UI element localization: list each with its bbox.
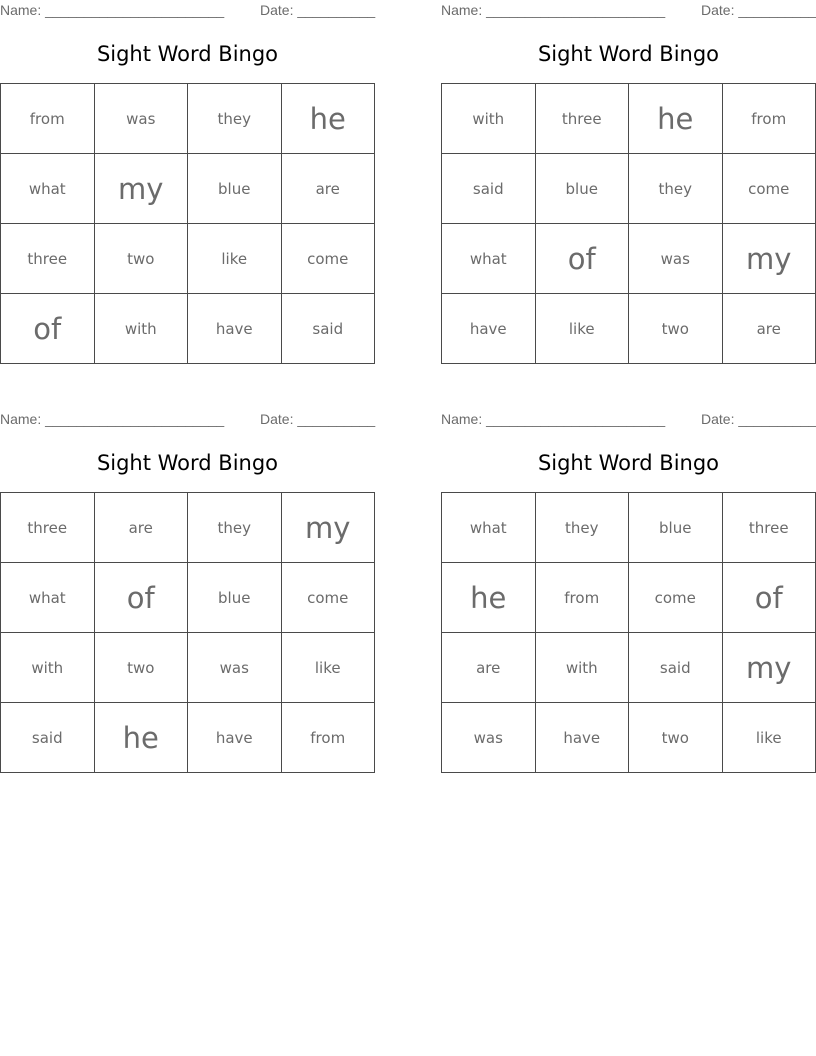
bingo-cell: blue — [188, 154, 282, 224]
bingo-cell: what — [442, 493, 536, 563]
grid-row — [1, 633, 375, 703]
bingo-cell: was — [188, 633, 282, 703]
bingo-cell: said — [629, 633, 723, 703]
bingo-cell: with — [1, 633, 95, 703]
bingo-grid — [0, 83, 375, 364]
name-field[interactable]: Name: _______________________ — [441, 2, 666, 18]
grid-row — [442, 563, 816, 633]
bingo-cell: have — [442, 294, 536, 364]
grid-row — [1, 154, 375, 224]
bingo-cell: what — [442, 224, 536, 294]
bingo-cell: like — [722, 703, 816, 773]
bingo-cell: they — [188, 493, 282, 563]
name-field[interactable]: Name: _______________________ — [0, 411, 225, 427]
card-title: Sight Word Bingo — [96, 451, 279, 475]
bingo-cell: of — [94, 563, 188, 633]
grid-row — [442, 84, 816, 154]
bingo-cell: have — [188, 294, 282, 364]
bingo-cell: of — [535, 224, 629, 294]
bingo-cell: blue — [535, 154, 629, 224]
name-field[interactable]: Name: _______________________ — [441, 411, 666, 427]
date-field[interactable]: Date: __________ — [260, 2, 376, 18]
bingo-cell: my — [281, 493, 375, 563]
bingo-card-2 — [441, 0, 816, 365]
grid-row — [442, 493, 816, 563]
bingo-cell: with — [535, 633, 629, 703]
bingo-cell: he — [281, 84, 375, 154]
bingo-cell: are — [442, 633, 536, 703]
bingo-cell: two — [629, 294, 723, 364]
bingo-cell: like — [188, 224, 282, 294]
bingo-cell: of — [722, 563, 816, 633]
card-title: Sight Word Bingo — [96, 42, 279, 66]
bingo-cell: three — [1, 224, 95, 294]
bingo-cell: from — [535, 563, 629, 633]
bingo-card-4 — [441, 409, 816, 774]
bingo-cell: my — [94, 154, 188, 224]
bingo-cell: like — [535, 294, 629, 364]
date-field[interactable]: Date: __________ — [701, 2, 816, 18]
bingo-cell: he — [94, 703, 188, 773]
bingo-cell: two — [94, 633, 188, 703]
grid-row — [442, 154, 816, 224]
bingo-cell: my — [722, 633, 816, 703]
bingo-card-3 — [0, 409, 375, 774]
bingo-cell: they — [629, 154, 723, 224]
name-field[interactable]: Name: _______________________ — [0, 2, 225, 18]
grid-row — [442, 633, 816, 703]
grid-row — [1, 84, 375, 154]
bingo-cell: come — [281, 224, 375, 294]
bingo-cell: like — [281, 633, 375, 703]
grid-row — [1, 224, 375, 294]
bingo-cell: was — [629, 224, 723, 294]
bingo-cell: they — [535, 493, 629, 563]
bingo-cell: of — [1, 294, 95, 364]
bingo-cell: are — [94, 493, 188, 563]
bingo-card-1 — [0, 0, 375, 365]
bingo-cell: he — [442, 563, 536, 633]
bingo-cell: come — [722, 154, 816, 224]
bingo-cell: come — [629, 563, 723, 633]
grid-row — [1, 294, 375, 364]
date-field[interactable]: Date: __________ — [260, 411, 376, 427]
bingo-cell: three — [535, 84, 629, 154]
card-title: Sight Word Bingo — [537, 42, 720, 66]
bingo-cell: blue — [188, 563, 282, 633]
bingo-cell: they — [188, 84, 282, 154]
grid-row — [442, 224, 816, 294]
bingo-cell: from — [722, 84, 816, 154]
bingo-cell: two — [94, 224, 188, 294]
bingo-cell: my — [722, 224, 816, 294]
bingo-cell: what — [1, 154, 95, 224]
bingo-cell: he — [629, 84, 723, 154]
card-title: Sight Word Bingo — [537, 451, 720, 475]
bingo-grid — [441, 492, 816, 773]
bingo-cell: said — [281, 294, 375, 364]
bingo-cell: have — [535, 703, 629, 773]
bingo-cell: was — [442, 703, 536, 773]
bingo-cell: two — [629, 703, 723, 773]
bingo-cell: from — [1, 84, 95, 154]
bingo-cell: are — [722, 294, 816, 364]
bingo-cell: what — [1, 563, 95, 633]
bingo-cell: three — [722, 493, 816, 563]
grid-row — [1, 563, 375, 633]
grid-row — [1, 703, 375, 773]
bingo-grid — [0, 492, 375, 773]
bingo-cell: said — [442, 154, 536, 224]
bingo-cell: with — [442, 84, 536, 154]
bingo-cell: said — [1, 703, 95, 773]
bingo-cell: from — [281, 703, 375, 773]
grid-row — [442, 294, 816, 364]
grid-row — [442, 703, 816, 773]
bingo-cell: blue — [629, 493, 723, 563]
bingo-grid — [441, 83, 816, 364]
grid-row — [1, 493, 375, 563]
bingo-cell: come — [281, 563, 375, 633]
bingo-cell: have — [188, 703, 282, 773]
bingo-cell: three — [1, 493, 95, 563]
bingo-cell: are — [281, 154, 375, 224]
bingo-cell: with — [94, 294, 188, 364]
bingo-cell: was — [94, 84, 188, 154]
date-field[interactable]: Date: __________ — [701, 411, 816, 427]
